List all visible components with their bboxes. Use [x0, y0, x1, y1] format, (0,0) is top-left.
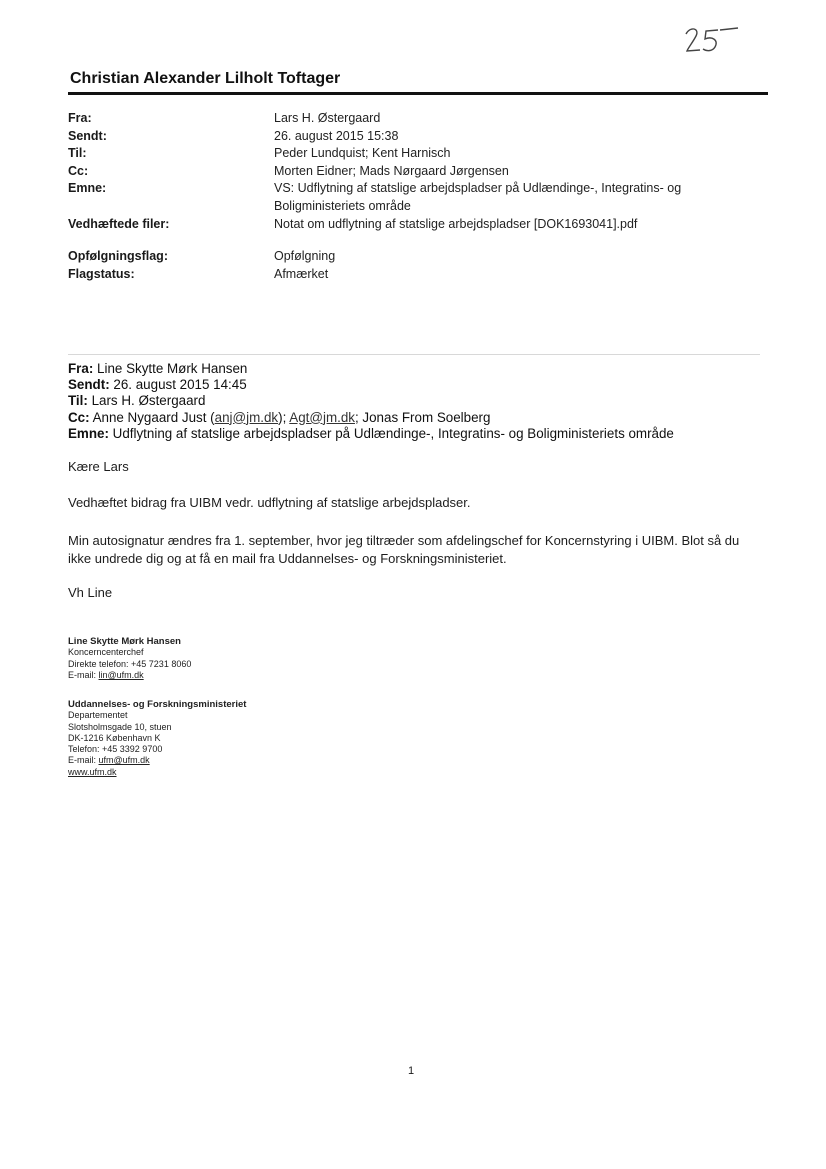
signature-website-link[interactable]: www.ufm.dk — [68, 766, 117, 777]
cc-email-link-2[interactable]: Agt@jm.dk — [289, 409, 355, 425]
flag-status-label: Flagstatus: — [68, 266, 135, 281]
signature-address-2: DK-1216 København K — [68, 732, 161, 743]
followup-flag-value: Opfølgning — [274, 249, 336, 264]
page-number: 1 — [408, 1065, 415, 1077]
fwd-sent-label: Sendt: — [68, 377, 110, 393]
sent-value: 26. august 2015 15:38 — [274, 128, 399, 143]
forwarded-header — [68, 361, 768, 442]
header-row-flag-status — [68, 266, 768, 284]
signature-dept: Departementet — [68, 710, 128, 721]
sent-label: Sendt: — [68, 128, 107, 143]
fwd-cc-suffix: ; Jonas From Soelberg — [354, 409, 491, 425]
fwd-to-row — [68, 393, 768, 409]
attachments-label: Vedhæftede filer: — [68, 216, 170, 231]
header-row-subject — [68, 180, 768, 215]
closing: Vh Line — [68, 585, 113, 600]
fwd-to-label: Til: — [68, 393, 88, 409]
signature-address-1: Slotsholmsgade 10, stuen — [68, 721, 172, 732]
flag-status-value: Afmærket — [274, 266, 329, 281]
signature-phone: Direkte telefon: +45 7231 8060 — [68, 658, 192, 669]
signature-org-email-link[interactable]: ufm@ufm.dk — [98, 755, 150, 766]
mailbox-owner-name: Christian Alexander Lilholt Toftager — [70, 70, 341, 87]
cc-email-link-1[interactable]: anj@jm.dk — [214, 409, 279, 425]
body-paragraph-2: Min autosignatur ændres fra 1. september, hvor jeg tiltræder som afdelingschef for Koncernstyring i UIBM. Blot så du ikke undrede dig og at få en mail fra Uddannelses- og Forskningsministeriet. — [68, 533, 740, 566]
signature-organisation — [68, 699, 246, 778]
subject-value — [274, 180, 768, 215]
signature-tel: Telefon: +45 3392 9700 — [68, 744, 163, 755]
header-row-attachments — [68, 216, 768, 234]
header-divider — [68, 92, 768, 95]
cc-value: Morten Eidner; Mads Nørgaard Jørgensen — [274, 163, 509, 178]
header-row-sent — [68, 128, 768, 146]
subject-label: Emne: — [68, 181, 107, 196]
signature-title: Koncerncenterchef — [68, 647, 144, 658]
message-header — [68, 110, 768, 283]
signature-email-link[interactable]: lin@ufm.dk — [98, 669, 144, 680]
header-row-to — [68, 145, 768, 163]
from-value: Lars H. Østergaard — [274, 111, 381, 125]
to-value: Peder Lundquist; Kent Harnisch — [274, 146, 451, 161]
from-label: Fra: — [68, 111, 92, 125]
cc-label: Cc: — [68, 163, 89, 178]
header-row-cc — [68, 163, 768, 181]
followup-flag-label: Opfølgningsflag: — [68, 249, 168, 264]
fwd-from-label: Fra: — [68, 361, 94, 376]
body-paragraph-1: Vedhæftet bidrag fra UIBM vedr. udflytning af statslige arbejdspladser. — [68, 495, 471, 510]
handwritten-page-mark — [682, 24, 742, 56]
fwd-sent-row — [68, 377, 768, 393]
forward-separator — [68, 354, 760, 355]
fwd-cc-label: Cc: — [68, 409, 90, 425]
fwd-cc-sep: ); — [278, 409, 287, 425]
fwd-from-row — [68, 361, 768, 377]
fwd-from-value: Line Skytte Mørk Hansen — [97, 361, 248, 376]
fwd-cc-prefix: Anne Nygaard Just ( — [92, 409, 215, 425]
fwd-cc-row — [68, 410, 768, 426]
signature-email-label: E-mail: — [68, 669, 99, 680]
signature-org: Uddannelses- og Forskningsministeriet — [68, 699, 247, 710]
signature-person — [68, 636, 191, 681]
attachment-file[interactable]: Notat om udflytning af statslige arbejdspladser [DOK1693041].pdf — [274, 216, 638, 231]
fwd-subject-row — [68, 426, 768, 442]
subject-line-1: VS: Udflytning af statslige arbejdspladser på Udlændinge-, Integratins- og — [274, 181, 682, 196]
subject-line-2: Boligministeriets område — [274, 198, 411, 213]
signature-org-email-label: E-mail: — [68, 755, 99, 766]
greeting: Kære Lars — [68, 459, 129, 474]
to-label: Til: — [68, 146, 87, 161]
fwd-subject-value: Udflytning af statslige arbejdspladser på Udlændinge-, Integratins- og Boligministeriets område — [112, 425, 674, 441]
signature-name: Line Skytte Mørk Hansen — [68, 636, 181, 647]
header-row-followup-flag — [68, 248, 768, 266]
header-row-from — [68, 110, 768, 128]
fwd-sent-value: 26. august 2015 14:45 — [113, 377, 247, 393]
fwd-to-value: Lars H. Østergaard — [91, 393, 206, 409]
fwd-subject-label: Emne: — [68, 425, 109, 441]
